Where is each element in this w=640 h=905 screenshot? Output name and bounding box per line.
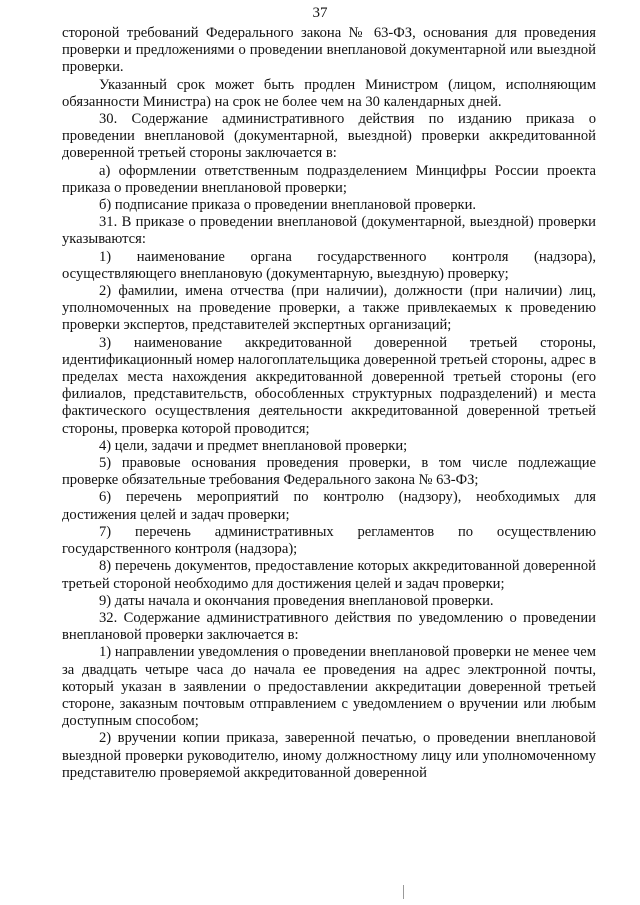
paragraph-continuation: стороной требований Федерального закона № 63-ФЗ, основания для проведения проверки и предложениями о проведении внеплановой документарной или выездной проверки. xyxy=(62,25,596,76)
document-body xyxy=(62,25,596,782)
paragraph-32-item-2: 2) вручении копии приказа, заверенной печатью, о проведении внеплановой выездной проверки руководителю, иному должностному лицу или уполномоченному представителю проверяемой аккредитованной доверенной xyxy=(62,730,596,781)
paragraph-30-item-a: а) оформлении ответственным подразделением Минцифры России проекта приказа о проведении внеплановой проверки; xyxy=(62,162,596,196)
scan-artifact-line xyxy=(403,885,404,899)
paragraph-31-item-1: 1) наименование органа государственного контроля (надзора), осуществляющего внеплановую (документарную, выездную) проверку; xyxy=(62,248,596,282)
paragraph-31-item-4: 4) цели, задачи и предмет внеплановой проверки; xyxy=(99,437,408,454)
paragraph-term-extension: Указанный срок может быть продлен Министром (лицом, исполняющим обязанности Министра) на срок не более чем на 30 календарных дней. xyxy=(62,76,596,110)
paragraph-30-item-b: б) подписание приказа о проведении внеплановой проверки. xyxy=(99,197,477,214)
paragraph-31-item-7: 7) перечень административных регламентов по осуществлению государственного контроля (надзора); xyxy=(62,523,596,558)
paragraph-30: 30. Содержание административного действия по изданию приказа о проведении внеплановой (документарной, выездной) проверки аккредитованной доверенной третьей стороны заключается в: xyxy=(62,111,596,162)
paragraph-31-item-3: 3) наименование аккредитованной доверенной третьей стороны, идентификационный номер налогоплательщика доверенной третьей стороны, адрес в пределах места нахождения аккредитованной доверенной третьей стороны (его филиалов, представительств, обособленных структурных подразделений) и места фактического осуществления деятельности аккредитованной доверенной третьей стороны, проверка которой проводится; xyxy=(62,334,596,437)
paragraph-31-item-6: 6) перечень мероприятий по контролю (надзору), необходимых для достижения целей и задач проверки; xyxy=(62,489,596,523)
paragraph-31: 31. В приказе о проведении внеплановой (документарной, выездной) проверки указываются: xyxy=(62,214,596,248)
paragraph-32-item-1: 1) направлении уведомления о проведении внеплановой проверки не менее чем за двадцать четыре часа до начала ее проведения на адрес электронной почты, который указан в заявлении о предоставлении аккредитации доверенной третьей стороне, заказным почтовым отправлением с уведомлением о вручении или любым доступным способом; xyxy=(62,644,596,730)
paragraph-32: 32. Содержание административного действия по уведомлению о проведении внеплановой проверки заключается в: xyxy=(62,609,596,644)
paragraph-31-item-5: 5) правовые основания проведения проверки, в том числе подлежащие проверке обязательные требования Федерального закона № 63-ФЗ; xyxy=(62,455,596,489)
paragraph-31-item-8: 8) перечень документов, предоставление которых аккредитованной доверенной третьей стороной необходимо для достижения целей и задач проверки; xyxy=(62,558,596,592)
paragraph-31-item-9: 9) даты начала и окончания проведения внеплановой проверки. xyxy=(99,592,494,609)
paragraph-31-item-2: 2) фамилии, имена отчества (при наличии), должности (при наличии) лиц, уполномоченных на проведение проверки, а также привлекаемых к проведению проверки экспертов, представителей экспертных организаций; xyxy=(62,283,596,334)
page-number: 37 xyxy=(312,5,328,21)
